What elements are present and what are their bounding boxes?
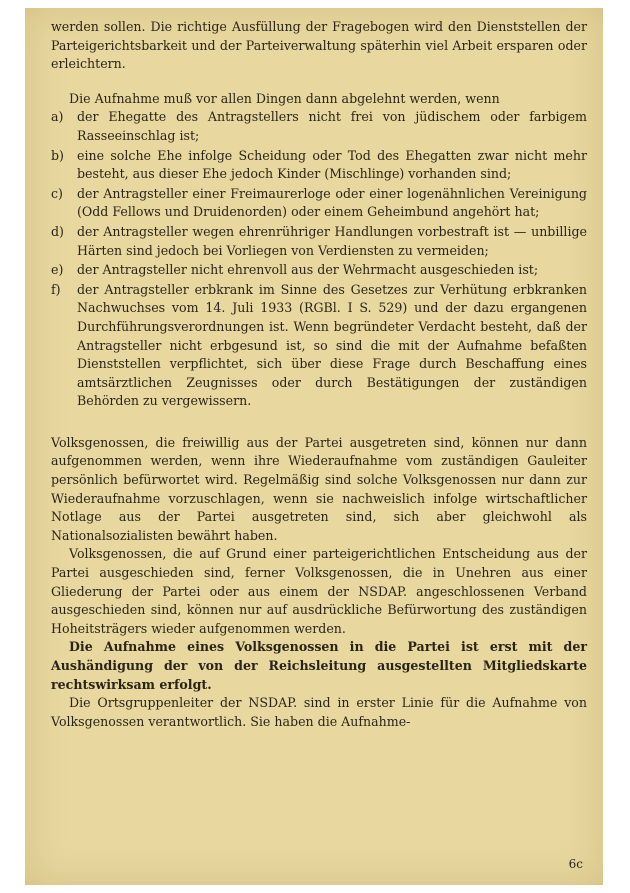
document-page xyxy=(25,8,603,885)
condition-list xyxy=(51,108,587,411)
paragraph-local-leaders: Die Ortsgruppenleiter der NSDAP. sind in erster Linie für die Aufnahme von Volksgenossen verantwortlich. Sie haben die Aufnahme- xyxy=(51,695,587,729)
list-item xyxy=(51,185,587,222)
list-item-label: e) xyxy=(51,262,64,278)
paragraph-court-exit: Volksgenossen, die auf Grund einer parteigerichtlichen Entscheidung aus der Partei ausgeschieden sind, ferner Volksgenossen, die in Unehren aus einer Gliederung der Partei oder aus einem der NSDAP. angeschlossenen Verband ausgeschieden sind, können nur auf ausdrückliche Befürwortung des zuständigen Hoheitsträgers wieder aufgenommen werden. xyxy=(51,546,587,636)
list-item-text: eine solche Ehe infolge Scheidung oder Tod des Ehegatten zwar nicht mehr besteht, aus dieser Ehe jedoch Kinder (Mischlinge) vorhanden sind; xyxy=(77,147,587,182)
list-item-text: der Antragsteller einer Freimaurerloge oder einer logenähnlichen Vereinigung (Odd Fellows und Druidenorden) oder einem Geheimbund angehört hat; xyxy=(77,185,587,220)
list-item-text: der Ehegatte des Antragstellers nicht frei von jüdischem oder farbigem Rasseeinschlag ist; xyxy=(77,109,587,143)
list-item-label: c) xyxy=(51,185,63,201)
list-item-text: der Antragsteller nicht ehrenvoll aus der Wehrmacht ausgeschieden ist; xyxy=(77,262,539,278)
list-item xyxy=(51,281,587,411)
list-item-label: b) xyxy=(51,147,64,163)
paragraph-membership-card: Die Aufnahme eines Volksgenossen in die Partei ist erst mit der Aushändigung der von der Reichsleitung ausgestellten Mitgliedskarte rechtswirksam erfolgt. xyxy=(51,639,587,692)
paragraph-intro: werden sollen. Die richtige Ausfüllung der Fragebogen wird den Dienststellen der Parteigerichtsbarkeit und der Parteiverwaltung späterhin viel Arbeit ersparen oder erleichtern. xyxy=(51,19,587,72)
list-item-label: f) xyxy=(51,281,61,297)
list-item xyxy=(51,261,587,280)
paragraph-rejection-conditions: Die Aufnahme muß vor allen Dingen dann abgelehnt werden, wenn xyxy=(69,90,500,106)
list-item xyxy=(51,223,587,260)
list-item xyxy=(51,108,587,145)
paragraph-voluntary-exit: Volksgenossen, die freiwillig aus der Partei ausgetreten sind, können nur dann aufgenommen werden, wenn ihre Wiederaufnahme vom zuständigen Gauleiter persönlich befürwortet wird. Regelmäßig sind solche Volksgenossen nur dann zur Wiederaufnahme vorzuschlagen, wenn sie nachweislich infolge wirtschaftlicher Notlage aus der Partei ausgetreten sind, sich aber gleichwohl als Nationalsozialisten bewährt haben. xyxy=(51,434,587,543)
list-item-label: a) xyxy=(51,109,64,125)
list-item-text: der Antragsteller wegen ehrenrühriger Handlungen vorbestraft ist — unbillige Härten sind jedoch bei Vorliegen von Verdiensten zu vermeiden; xyxy=(77,223,587,258)
list-item xyxy=(51,147,587,184)
list-item-label: d) xyxy=(51,223,64,239)
list-item-text: der Antragsteller erbkrank im Sinne des Gesetzes zur Verhütung erbkranken Nachwuchses vom 14. Juli 1933 (RGBl. I S. 529) und der dazu ergangenen Durchführungsverordnungen ist. Wenn begründeter Verdacht besteht, daß der Antragsteller nicht erbgesund ist, so sind die mit der Aufnahme befaßten Dienststellen verpflichtet, sich über diese Frage durch Beschaffung eines amtsärztlichen Zeugnisses oder durch Bestätigungen der zuständigen Behörden zu vergewissern. xyxy=(77,281,587,409)
page-number: 6c xyxy=(568,857,583,871)
